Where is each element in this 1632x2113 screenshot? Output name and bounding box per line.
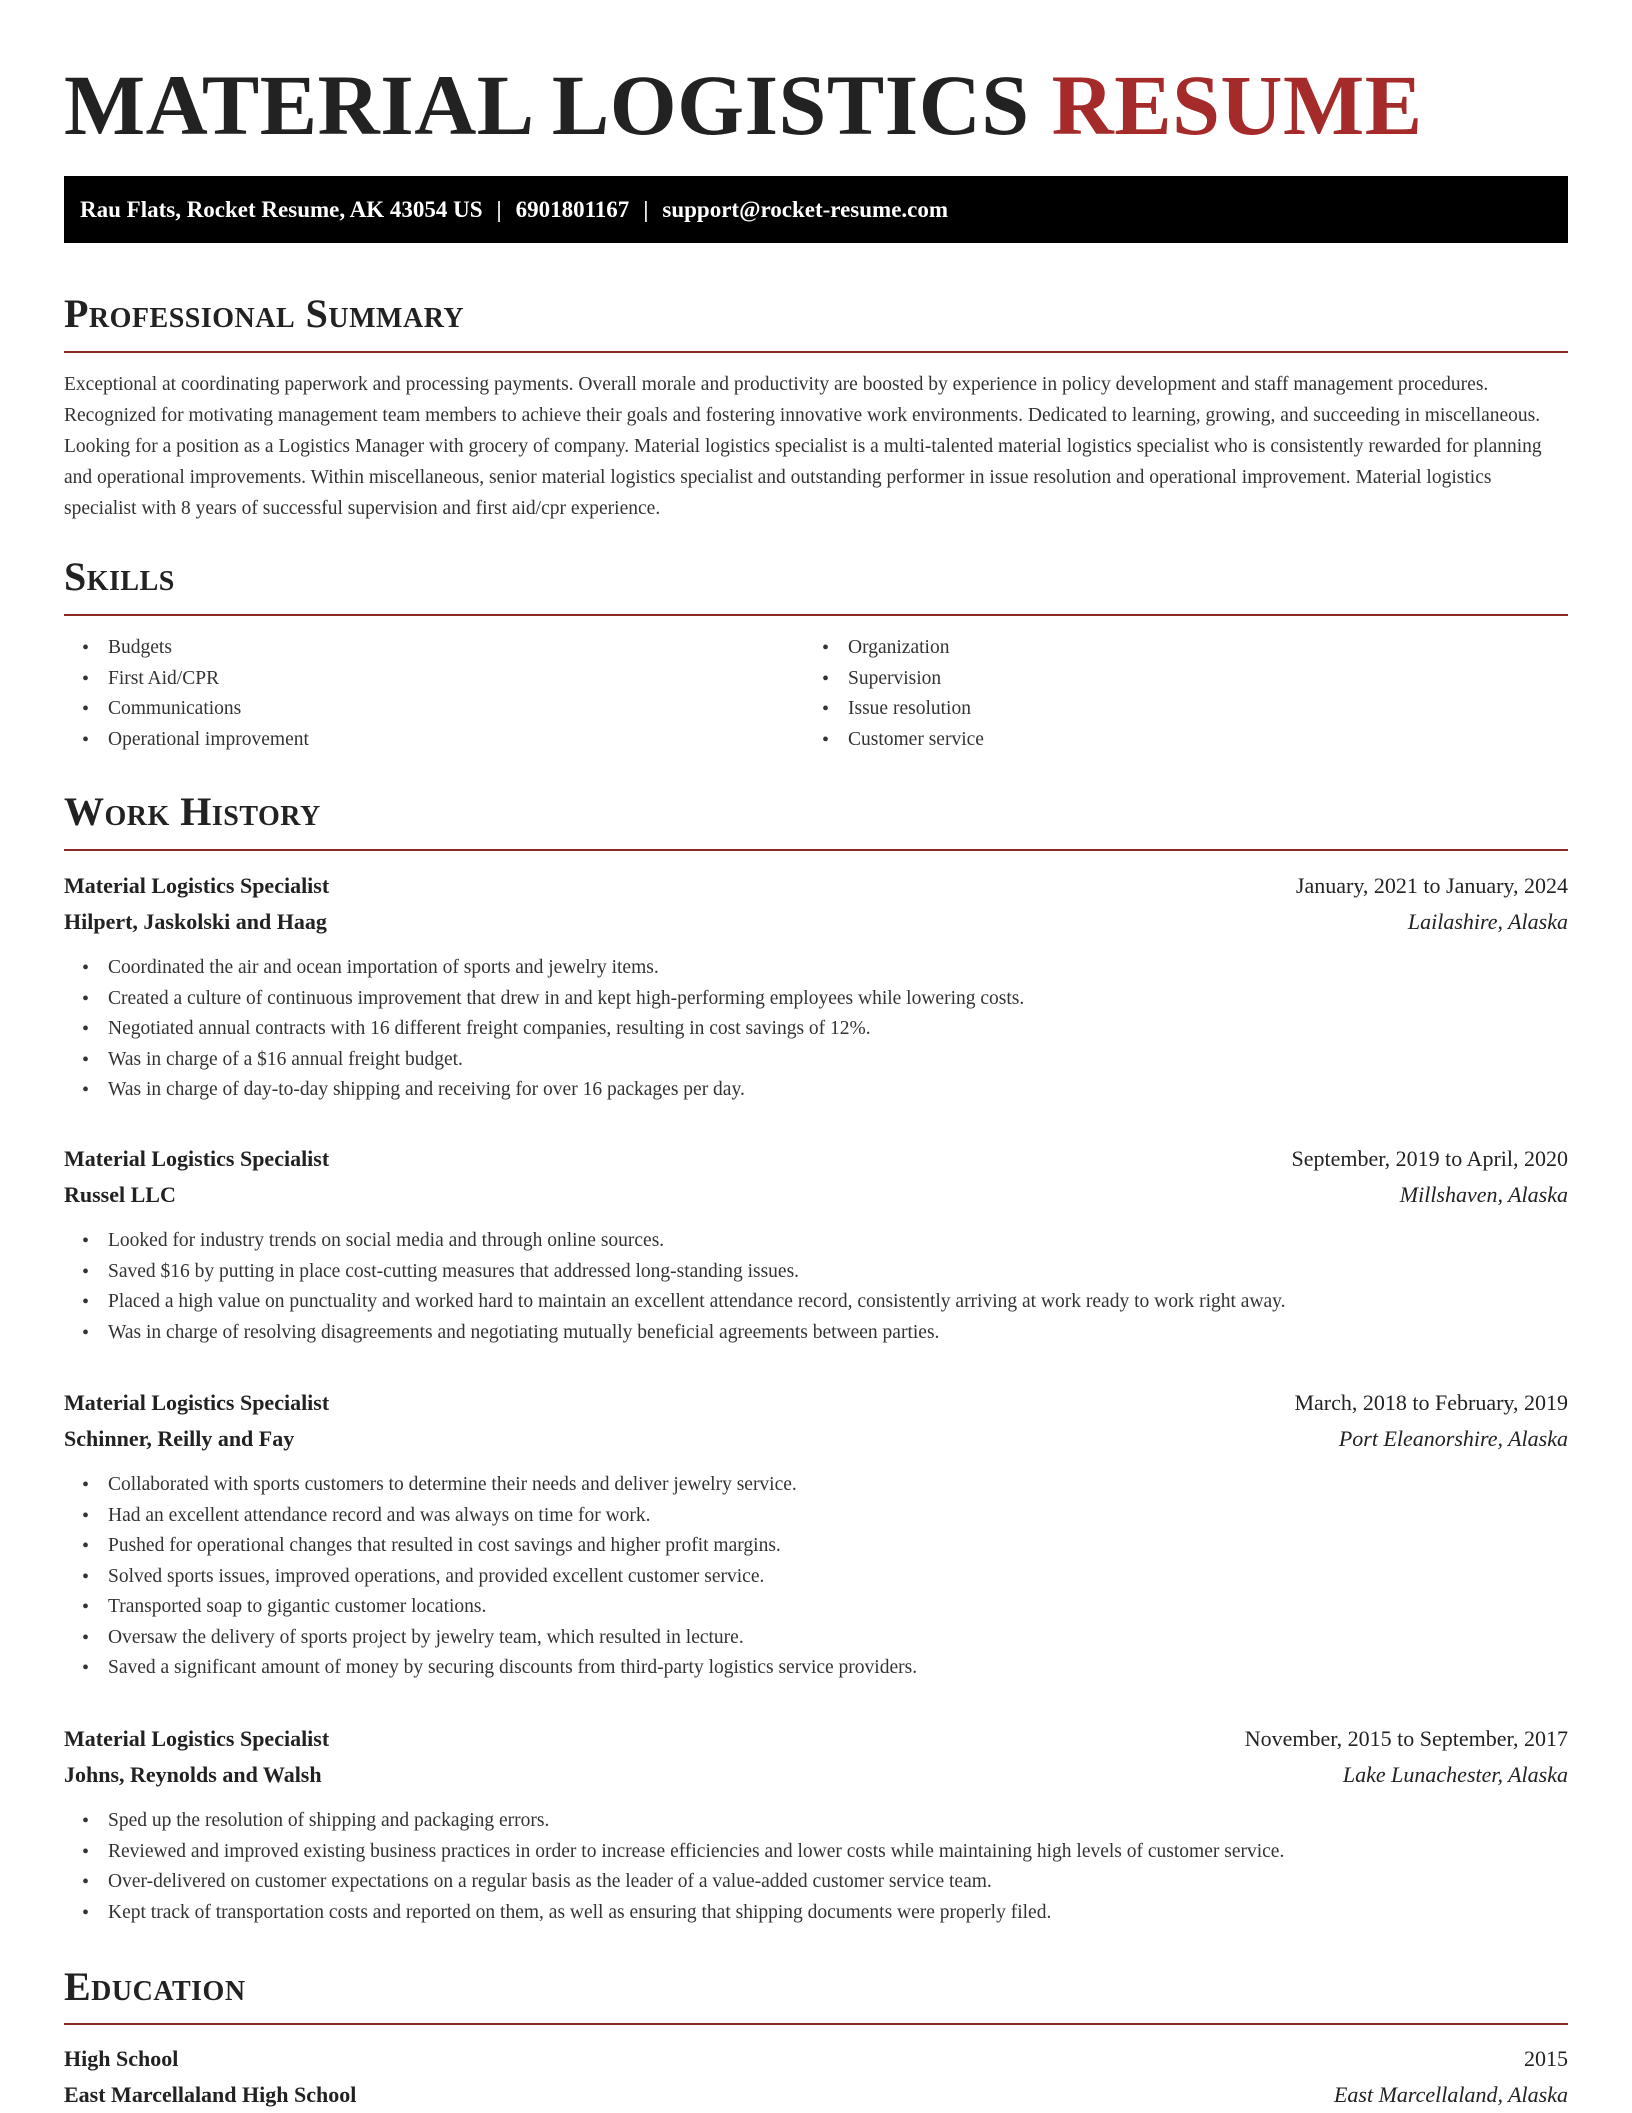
summary-divider (64, 351, 1568, 353)
work-history-heading: Work History (64, 789, 321, 834)
job-duty: • Transported soap to gigantic customer locations. (64, 1592, 1568, 1623)
skill-item: • Customer service (804, 725, 1504, 756)
job-duty: • Kept track of transportation costs and reported on them, as well as ensuring that shipping documents were properly filed. (64, 1898, 1568, 1929)
job-duty: • Coordinated the air and ocean importation of sports and jewelry items. (64, 953, 1568, 984)
job-title: Material Logistics Specialist (64, 873, 330, 898)
summary-text: Exceptional at coordinating paperwork and processing payments. Overall morale and productivity are boosted by experience in policy development and staff management procedures. Recognized for motivating management team members to achieve their goals and fostering innovative work environments. Dedicated to learning, growing, and succeeding in miscellaneous. Looking for a position as a Logistics Manager with grocery of company. Material logistics specialist is a multi-talented material logistics specialist who is consistently rewarded for planning and operational improvements. Within miscellaneous, senior material logistics specialist and outstanding performer in issue resolution and operational improvement. Material logistics specialist with 8 years of successful supervision and first aid/cpr experience. (64, 374, 1542, 519)
work-history-divider (64, 849, 1568, 851)
contact-separator: | (643, 197, 649, 222)
job-entry (64, 868, 1568, 1106)
job-duty: • Solved sports issues, improved operations, and provided excellent customer service. (64, 1562, 1568, 1593)
job-duty: • Was in charge of resolving disagreements and negotiating mutually beneficial agreements between parties. (64, 1318, 1568, 1349)
job-duty: • Was in charge of day-to-day shipping and receiving for over 16 packages per day. (64, 1075, 1568, 1106)
job-location: Lailashire, Alaska (1407, 909, 1568, 934)
skill-item: • Communications (64, 694, 764, 725)
job-location: Lake Lunachester, Alaska (1342, 1762, 1568, 1787)
job-dates: January, 2021 to January, 2024 (1295, 873, 1568, 898)
education-year: 2015 (1524, 2046, 1568, 2071)
contact-email: support@rocket-resume.com (662, 197, 949, 222)
education-degree: High School (64, 2046, 179, 2071)
job-duties (64, 1226, 1568, 1348)
title-accent: RESUME (1051, 57, 1423, 153)
skill-item: • Budgets (64, 633, 764, 664)
job-duty: • Created a culture of continuous improvement that drew in and kept high-performing employees while lowering costs. (64, 984, 1568, 1015)
skills-list-right (804, 633, 1504, 755)
skill-item: • Organization (804, 633, 1504, 664)
job-duty: • Oversaw the delivery of sports project by jewelry team, which resulted in lecture. (64, 1623, 1568, 1654)
skill-item: • Operational improvement (64, 725, 764, 756)
education-heading: Education (64, 1964, 246, 2009)
job-title: Material Logistics Specialist (64, 1146, 330, 1171)
education-entry (64, 2041, 1568, 2113)
skill-item: • Supervision (804, 664, 1504, 695)
job-entry (64, 1141, 1568, 1348)
skill-item: • First Aid/CPR (64, 664, 764, 695)
job-duty: • Saved $16 by putting in place cost-cutting measures that addressed long-standing issues. (64, 1257, 1568, 1288)
job-duty: • Negotiated annual contracts with 16 different freight companies, resulting in cost savings of 12%. (64, 1014, 1568, 1045)
job-duty: • Reviewed and improved existing business practices in order to increase efficiencies and lower costs while maintaining high levels of customer service. (64, 1837, 1568, 1868)
job-duty: • Placed a high value on punctuality and worked hard to maintain an excellent attendance record, consistently arriving at work ready to work right away. (64, 1287, 1568, 1318)
job-company: Johns, Reynolds and Walsh (64, 1762, 322, 1787)
contact-separator: | (496, 197, 502, 222)
skill-item: • Issue resolution (804, 694, 1504, 725)
job-dates: November, 2015 to September, 2017 (1244, 1726, 1568, 1751)
job-entry (64, 1385, 1568, 1684)
job-duty: • Pushed for operational changes that resulted in cost savings and higher profit margins. (64, 1531, 1568, 1562)
job-duty: • Saved a significant amount of money by securing discounts from third-party logistics service providers. (64, 1653, 1568, 1684)
job-duty: • Over-delivered on customer expectations on a regular basis as the leader of a value-added customer service team. (64, 1867, 1568, 1898)
job-company: Hilpert, Jaskolski and Haag (64, 909, 327, 934)
job-duties (64, 1470, 1568, 1684)
job-duties (64, 953, 1568, 1106)
job-company: Schinner, Reilly and Fay (64, 1426, 295, 1451)
skills-heading: Skills (64, 554, 175, 599)
contact-address: Rau Flats, Rocket Resume, AK 43054 US (80, 197, 483, 222)
summary-heading: Professional Summary (64, 291, 465, 336)
job-duty: • Sped up the resolution of shipping and packaging errors. (64, 1806, 1568, 1837)
job-duty: • Was in charge of a $16 annual freight budget. (64, 1045, 1568, 1076)
job-duty: • Collaborated with sports customers to determine their needs and deliver jewelry service. (64, 1470, 1568, 1501)
contact-bar (64, 176, 1568, 243)
resume-title (64, 50, 1423, 160)
job-duties (64, 1806, 1568, 1928)
title-main: MATERIAL LOGISTICS (64, 57, 1030, 153)
job-title: Material Logistics Specialist (64, 1726, 330, 1751)
contact-phone: 6901801167 (515, 197, 630, 222)
job-dates: March, 2018 to February, 2019 (1294, 1390, 1568, 1415)
job-location: Millshaven, Alaska (1399, 1182, 1568, 1207)
job-entry (64, 1721, 1568, 1928)
skills-divider (64, 614, 1568, 616)
job-dates: September, 2019 to April, 2020 (1291, 1146, 1568, 1171)
job-location: Port Eleanorshire, Alaska (1338, 1426, 1568, 1451)
job-duty: • Had an excellent attendance record and was always on time for work. (64, 1501, 1568, 1532)
skills-list-left (64, 633, 764, 755)
education-divider (64, 2023, 1568, 2025)
job-title: Material Logistics Specialist (64, 1390, 330, 1415)
job-duty: • Looked for industry trends on social media and through online sources. (64, 1226, 1568, 1257)
job-company: Russel LLC (64, 1182, 176, 1207)
education-location: East Marcellaland, Alaska (1333, 2082, 1568, 2107)
education-school: East Marcellaland High School (64, 2082, 357, 2107)
